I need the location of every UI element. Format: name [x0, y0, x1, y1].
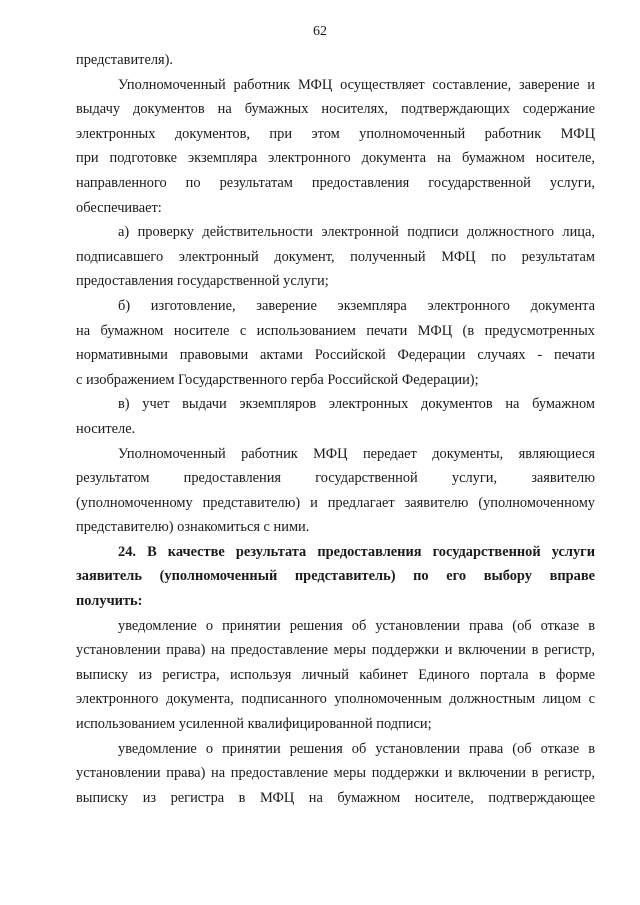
text-line: (уполномоченному представителю) и предлагает заявителю (уполномоченному [76, 494, 595, 511]
text-line: электронного документа, подписанного уполномоченным должностным лицом с [76, 691, 595, 708]
text-line: носителе. [76, 420, 136, 437]
paragraph [76, 392, 595, 441]
text-line: выписку из регистра в МФЦ на бумажном носителе, подтверждающее [76, 789, 595, 806]
text-line: установлении права) на предоставление меры поддержки и включении в регистр, [76, 765, 595, 782]
page-number: 62 [313, 24, 327, 39]
text-line: нормативными правовыми актами Российской Федерации случаях - печати [76, 347, 595, 364]
text-line: заявитель (уполномоченный представитель) по его выбору вправе [76, 568, 595, 585]
paragraph [76, 73, 595, 221]
text-line: представителю) ознакомиться с ними. [76, 519, 310, 536]
text-line: уведомление о принятии решения об установлении права (об отказе в [118, 617, 595, 634]
text-line: использованием усиленной квалифицированной подписи; [76, 716, 432, 733]
text-line: представителя). [76, 52, 174, 68]
text-line: при подготовке экземпляра электронного документа на бумажном носителе, [76, 150, 595, 167]
text-line: установлении права) на предоставление меры поддержки и включении в регистр, [76, 642, 595, 659]
text-line: получить: [76, 593, 143, 610]
text-line: уведомление о принятии решения об установлении права (об отказе в [118, 740, 595, 757]
text-line: на бумажном носителе с использованием печати МФЦ (в предусмотренных [76, 322, 595, 339]
text-line: подписавшего электронный документ, полученный МФЦ по результатам [76, 248, 595, 265]
paragraph [76, 614, 595, 737]
document-body [76, 48, 595, 810]
text-line: в) учет выдачи экземпляров электронных документов на бумажном [118, 396, 595, 413]
text-line: с изображением Государственного герба Российской Федерации); [76, 371, 479, 388]
text-line: выписку из регистра, используя личный кабинет Единого портала в форме [76, 666, 595, 683]
text-line: выдачу документов на бумажных носителях, подтверждающих содержание [76, 101, 595, 118]
paragraph [76, 540, 595, 614]
text-line: б) изготовление, заверение экземпляра электронного документа [118, 297, 595, 314]
text-line: 24. В качестве результата предоставления государственной услуги [118, 543, 595, 560]
text-line: электронных документов, при этом уполномоченный работник МФЦ [76, 125, 595, 142]
text-line: направленного по результатам предоставления государственной услуги, [76, 174, 595, 191]
text-line: а) проверку действительности электронной подписи должностного лица, [118, 224, 595, 241]
paragraph [76, 48, 595, 73]
paragraph [76, 442, 595, 540]
text-line: Уполномоченный работник МФЦ передает документы, являющиеся [118, 445, 595, 462]
paragraph [76, 294, 595, 392]
text-line: обеспечивает: [76, 199, 162, 216]
paragraph [76, 737, 595, 811]
text-line: результатом предоставления государственной услуги, заявителю [76, 470, 595, 487]
text-line: предоставления государственной услуги; [76, 273, 329, 290]
text-line: Уполномоченный работник МФЦ осуществляет составление, заверение и [118, 76, 595, 93]
paragraph [76, 220, 595, 294]
